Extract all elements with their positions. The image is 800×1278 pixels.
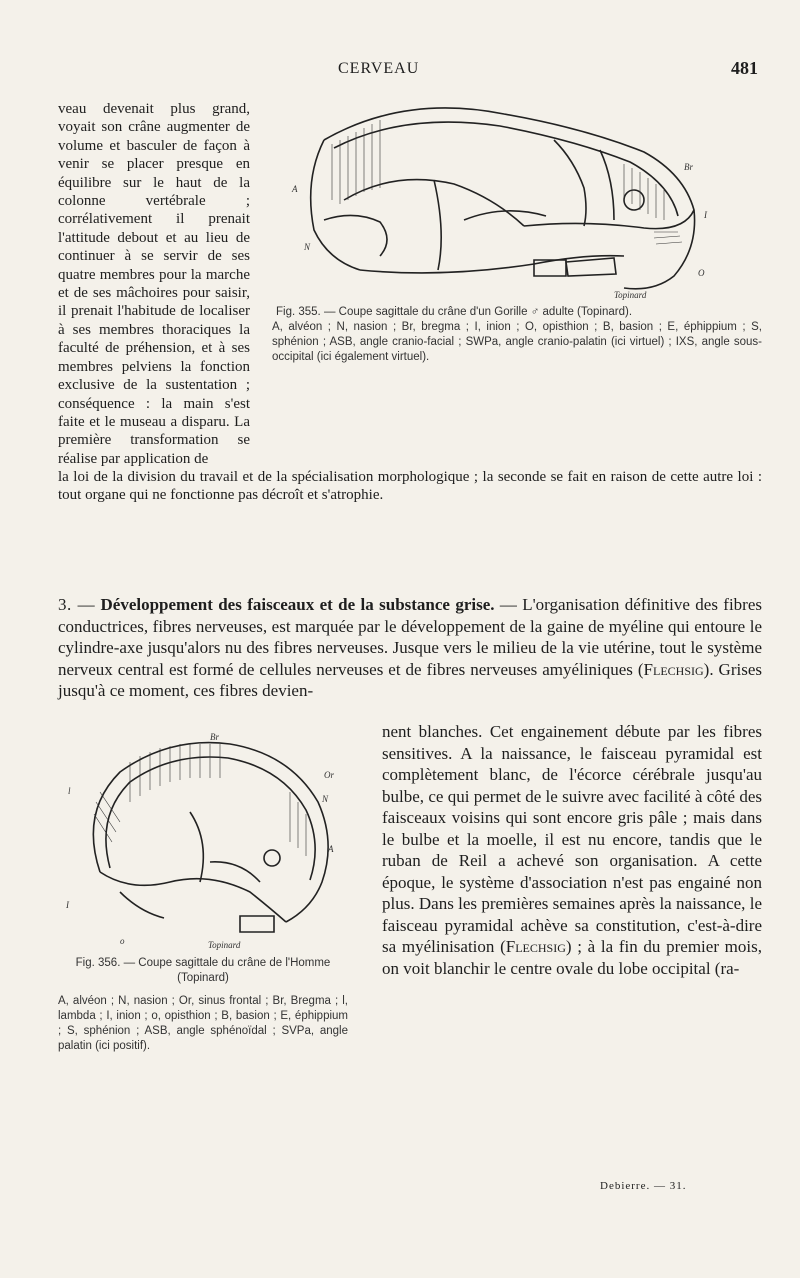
svg-text:N: N [304,242,311,252]
section-title: Développement des faisceaux et de la substance grise. [100,595,495,614]
svg-text:o: o [120,936,125,946]
citation-flechsig: Flechsig [643,659,704,679]
section-3-intro [58,594,762,702]
svg-text:I: I [704,210,707,220]
section-number: 3. — [58,595,96,614]
right-column-text-a: nent blanches. Cet engainement débute par les fibres sensitives. A la naissance, le faisceau pyramidal est complètement blanc, de l'écorce cérébrale jusqu'au bulbe, ce qui permet de le suivre avec facilité à côté des faisceaux voisins qui sont encore gris pâle ; mais dans le bulbe et la moelle, il est nu encore, tandis que le ruban de Reil a achevé son organisation. A cette époque, le système d'association n'est pas engainé non plus. Dans les premières semaines après la naissance, le faisceau pyramidal achève sa constitution, c'est-à-dire sa myélinisation ( [382,722,762,956]
paragraph-right-column [382,721,762,979]
figure-355-gorilla-skull [284,100,724,300]
figure-356-caption [58,956,348,1054]
footer-signature: Debierre. — 31. [600,1180,687,1192]
svg-text:l: l [68,786,71,796]
svg-text:Br: Br [210,732,219,742]
right-column-text-b: ) ; à la fin du premier mois, on voit blanchir le centre ovale du lobe occipital (ra- [382,937,762,978]
svg-text:N: N [322,794,329,804]
svg-text:Br: Br [684,162,693,172]
figure-355-author-label: Topinard [614,290,647,300]
svg-text:A: A [292,184,298,194]
figure-355-caption-title: Fig. 355. — Coupe sagittale du crâne d'un Gorille ♂ adulte (Topinard). [276,306,633,318]
figure-356-author-label: Topinard [208,940,241,950]
running-title: CERVEAU [338,60,420,77]
paragraph-full-width: la loi de la division du travail et de la spécialisation morphologique ; la seconde se fait en raison de cette autre loi : tout organe qui ne fonctionne pas décroît et s'atrophie. [58,469,762,504]
paragraph-left-column: veau devenait plus grand, voyait son crâne augmenter de volume et basculer de façon à venir se placer presque en équilibre sur le haut de la colonne vertébrale ; corrélativement il prenait l'attitude debout et au lieu de continuer à se servir de ses quatre membres pour la marche et de ses mâchoires pour saisir, il prenait l'habitude de localiser à ses membres thoraciques la faculté de préhension, et à ses membres pelviens la fonction exclusive de la sustentation ; conséquence : la main s'est faite et le museau a disparu. La première transformation se réalise par application de [58,101,250,467]
figure-356-caption-title: Fig. 356. — Coupe sagittale du crâne de l'Homme (Topinard) [75,957,331,984]
page-header [58,60,758,84]
page-number: 481 [731,58,758,78]
figure-356-caption-legend: A, alvéon ; N, nasion ; Or, sinus frontal ; Br, Bregma ; l, lambda ; I, inion ; o, opisthion ; B, basion ; E, éphippium ; S, sphénion ; ASB, angle sphénoïdal ; SVPa, angle palatin (ici positif). [58,995,348,1052]
svg-text:I: I [66,900,69,910]
citation-flechsig-2: Flechsig [505,937,566,956]
svg-text:A: A [328,844,334,854]
figure-356-human-skull [60,732,340,950]
figure-355-caption [260,305,762,365]
svg-text:Or: Or [324,770,335,780]
section-intro-end: ). Grises jusqu'à ce moment, ces fibres devien- [58,659,762,700]
section-intro-text: — L'organisation définitive des fibres conductrices, fibres nerveuses, est marquée par le développement de la gaine de myéline qui entoure le cylindre-axe jusqu'alors nu des fibres nerveuses. Jusque vers le milieu de la vie utérine, tout le système nerveux central est formé de cellules nerveuses et de fibres nerveuses amyéliniques ( [58,595,763,679]
figure-355-caption-legend: A, alvéon ; N, nasion ; Br, bregma ; I, inion ; O, opisthion ; B, basion ; E, éphippium ; S, sphénion ; ASB, angle cranio-facial ; SWPa, angle cranio-palatin (ici virtuel) ; IXS, angle sous-occipital (ici également virtuel). [272,321,762,363]
svg-text:O: O [698,268,705,278]
